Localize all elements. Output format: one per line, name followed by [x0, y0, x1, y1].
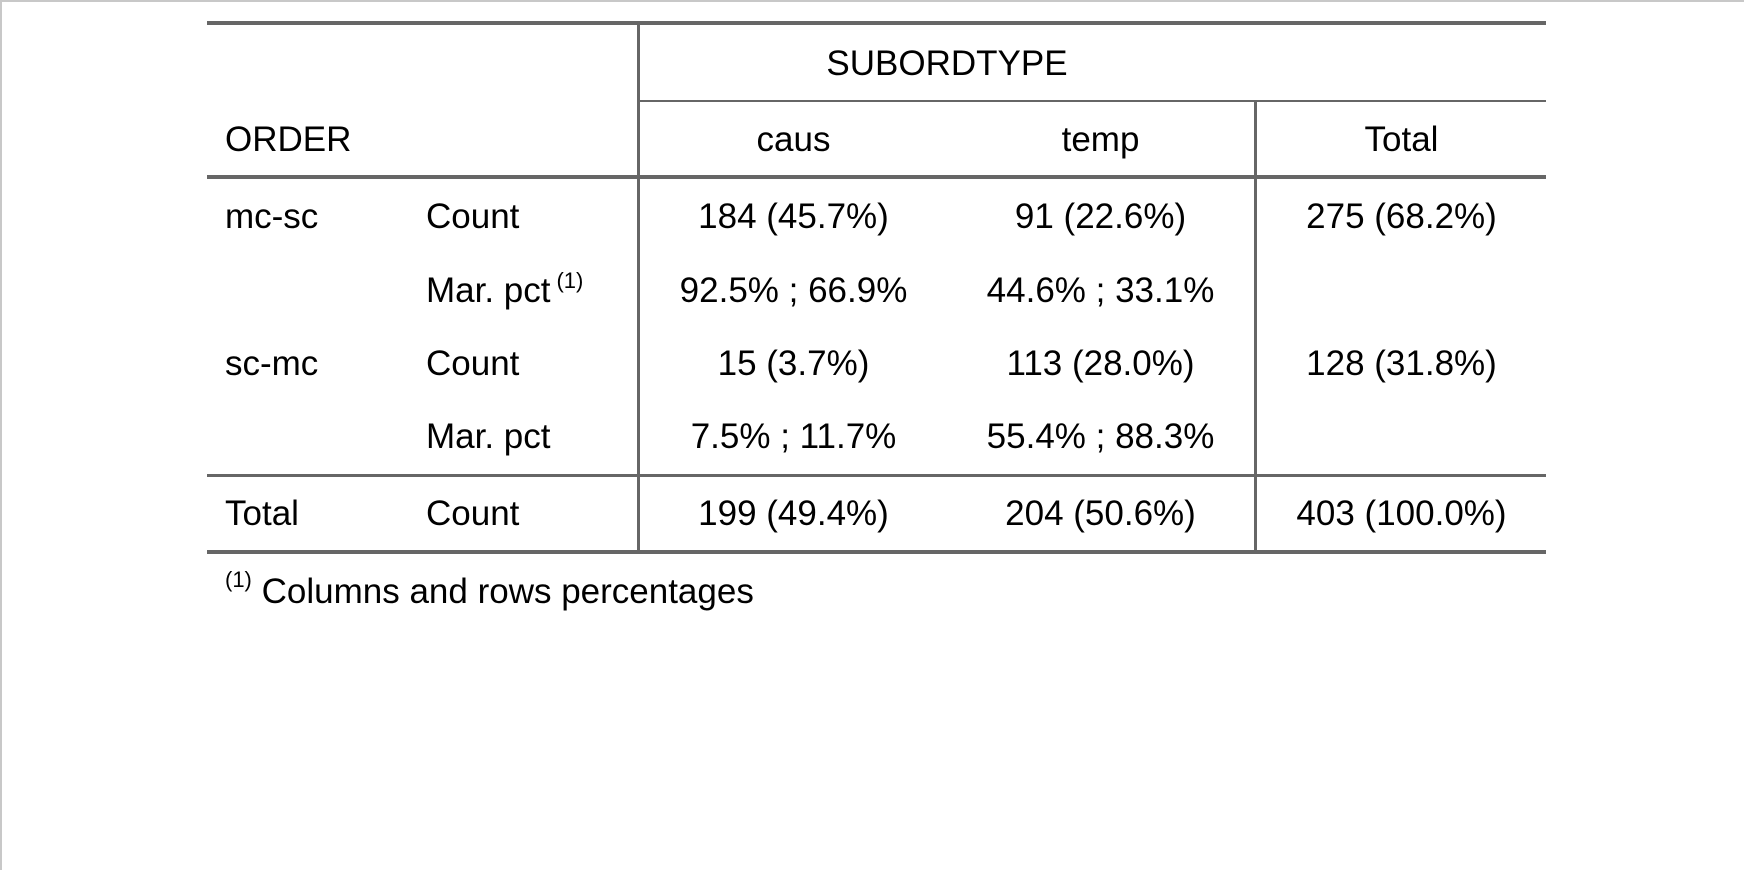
row-stat-label: Count: [426, 344, 520, 383]
col-header-caus: caus: [756, 120, 831, 159]
header-rule: [207, 175, 1546, 179]
cell-caus: 7.5% ; 11.7%: [690, 417, 897, 456]
cell-temp: 91 (22.6%): [1014, 197, 1187, 236]
footnote-text: Columns and rows percentages: [261, 572, 754, 611]
cell-caus: 184 (45.7%): [698, 197, 889, 236]
cell-total: 403 (100.0%): [1296, 494, 1507, 533]
cell-temp: 204 (50.6%): [1005, 494, 1196, 533]
cell-caus: 92.5% ; 66.9%: [679, 271, 908, 310]
cell-total: 275 (68.2%): [1306, 197, 1497, 236]
top-rule: [207, 21, 1546, 25]
row-group-label: mc-sc: [225, 197, 319, 236]
spanner-header: SUBORDTYPE: [826, 44, 1068, 83]
row-group-label: sc-mc: [225, 344, 319, 383]
row-stat-label: [426, 268, 584, 315]
cell-total: 128 (31.8%): [1306, 344, 1497, 383]
cell-temp: 55.4% ; 88.3%: [986, 417, 1215, 456]
spanner-rule: [638, 100, 1546, 102]
row-stat-label: Count: [426, 494, 520, 533]
col-header-total: Total: [1364, 120, 1439, 159]
row-stat-label: Mar. pct: [426, 417, 551, 456]
footnote-mark: (1): [225, 567, 252, 592]
col-header-temp: temp: [1061, 120, 1140, 159]
footnote: [225, 567, 754, 616]
footnote-marker: (1): [556, 268, 584, 293]
row-header: ORDER: [225, 120, 352, 159]
cell-caus: 199 (49.4%): [698, 494, 889, 533]
total-rule: [207, 474, 1546, 477]
cell-temp: 113 (28.0%): [1006, 344, 1195, 383]
row-stat-text: Mar. pct: [426, 271, 551, 310]
cell-caus: 15 (3.7%): [717, 344, 870, 383]
row-stat-label: Count: [426, 197, 520, 236]
bottom-rule: [207, 550, 1546, 554]
total-col-divider: [1254, 100, 1257, 552]
cell-temp: 44.6% ; 33.1%: [986, 271, 1215, 310]
row-group-label: Total: [225, 494, 299, 533]
